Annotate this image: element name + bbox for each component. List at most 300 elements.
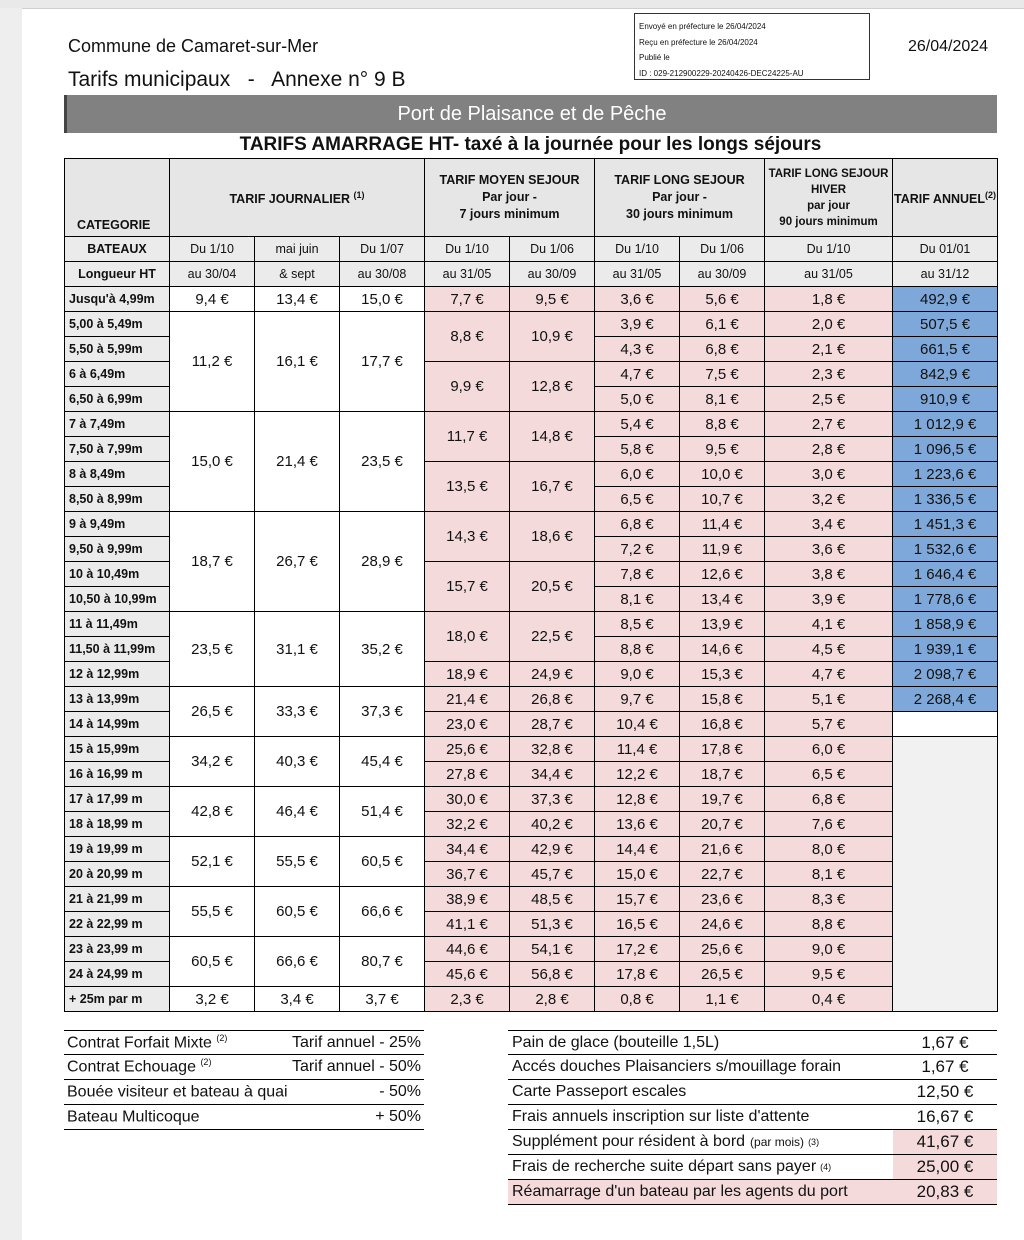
long-stay-cell: 5,4 €	[595, 412, 680, 437]
annual-rate-cell: 1 451,3 €	[893, 512, 998, 537]
length-category: 16 à 16,99 m	[65, 762, 170, 787]
medium-stay-cell: 42,9 €	[510, 837, 595, 862]
medium-stay-header: TARIF MOYEN SEJOUR Par jour - 7 jours minimum	[425, 159, 595, 237]
daily-rate-cell: 28,9 €	[340, 512, 425, 612]
long-stay-cell: 8,1 €	[595, 587, 680, 612]
extra-service-price: 20,83 €	[893, 1180, 997, 1204]
daily-rate-cell: 55,5 €	[170, 887, 255, 937]
table-row	[65, 737, 998, 762]
daily-rate-cell: 26,7 €	[255, 512, 340, 612]
extra-service-label: Frais de recherche suite départ sans payer (4)	[512, 1158, 832, 1175]
length-category: Jusqu'à 4,99m	[65, 287, 170, 312]
commune-name: Commune de Camaret-sur-Mer	[68, 36, 319, 56]
stamp-id: ID : 029-212900229-20240426-DEC24225-AU	[639, 68, 804, 78]
long-stay-cell: 11,4 €	[680, 512, 765, 537]
daily-rate-cell: 3,4 €	[255, 987, 340, 1012]
long-stay-cell: 3,6 €	[595, 287, 680, 312]
long-stay-cell: 6,1 €	[680, 312, 765, 337]
winter-long-stay-cell: 2,1 €	[765, 337, 893, 362]
option-value: Tarif annuel - 25%	[292, 1033, 421, 1051]
extra-service-row	[508, 1155, 997, 1180]
extra-service-row	[508, 1055, 997, 1080]
daily-rate-cell: 15,0 €	[340, 287, 425, 312]
daily-rate-cell: 55,5 €	[255, 837, 340, 887]
winter-long-stay-cell: 8,1 €	[765, 862, 893, 887]
medium-stay-cell: 48,5 €	[510, 887, 595, 912]
long-stay-cell: 10,0 €	[680, 462, 765, 487]
top-divider	[22, 8, 1024, 9]
daily-rate-cell: 33,3 €	[255, 687, 340, 737]
length-category: 6 à 6,49m	[65, 362, 170, 387]
medium-stay-cell: 56,8 €	[510, 962, 595, 987]
option-row	[64, 1105, 424, 1130]
medium-stay-cell: 20,5 €	[510, 562, 595, 612]
daily-rate-cell: 31,1 €	[255, 612, 340, 687]
annual-rate-cell: 910,9 €	[893, 387, 998, 412]
option-row	[64, 1030, 424, 1055]
daily-rate-cell: 23,5 €	[340, 412, 425, 512]
table-row	[65, 612, 998, 637]
long-stay-cell: 9,7 €	[595, 687, 680, 712]
period-start: Du 1/06	[510, 237, 595, 262]
medium-stay-cell: 26,8 €	[510, 687, 595, 712]
option-value: + 50%	[375, 1108, 421, 1125]
long-stay-cell: 9,0 €	[595, 662, 680, 687]
medium-stay-cell: 15,7 €	[425, 562, 510, 612]
period-start: mai juin	[255, 237, 340, 262]
medium-stay-cell: 32,2 €	[425, 812, 510, 837]
long-stay-cell: 7,2 €	[595, 537, 680, 562]
daily-rate-cell: 60,5 €	[255, 887, 340, 937]
length-category: 10,50 à 10,99m	[65, 587, 170, 612]
length-category: 9,50 à 9,99m	[65, 537, 170, 562]
length-category: 20 à 20,99 m	[65, 862, 170, 887]
medium-stay-cell: 21,4 €	[425, 687, 510, 712]
daily-rate-header: TARIF JOURNALIER $^{(1)}$	[170, 159, 425, 237]
period-start: Du 1/10	[765, 237, 893, 262]
long-stay-cell: 4,7 €	[595, 362, 680, 387]
extra-service-row	[508, 1130, 997, 1155]
daily-rate-cell: 23,5 €	[170, 612, 255, 687]
annual-rate-cell: 1 532,6 €	[893, 537, 998, 562]
extra-service-price: 1,67 €	[921, 1032, 969, 1052]
medium-stay-cell: 9,9 €	[425, 362, 510, 412]
top-bar	[0, 0, 1024, 8]
long-stay-cell: 15,0 €	[595, 862, 680, 887]
medium-stay-cell: 2,3 €	[425, 987, 510, 1012]
winter-long-stay-cell: 0,4 €	[765, 987, 893, 1012]
winter-long-stay-cell: 5,1 €	[765, 687, 893, 712]
table-row	[65, 787, 998, 812]
medium-stay-cell: 18,9 €	[425, 662, 510, 687]
medium-stay-cell: 13,5 €	[425, 462, 510, 512]
daily-rate-cell: 34,2 €	[170, 737, 255, 787]
table-row	[65, 687, 998, 712]
table-row	[65, 937, 998, 962]
medium-stay-cell: 18,6 €	[510, 512, 595, 562]
stamp-sent: Envoyé en préfecture le 26/04/2024	[639, 22, 766, 31]
annual-rate-cell: 1 336,5 €	[893, 487, 998, 512]
medium-stay-cell: 45,7 €	[510, 862, 595, 887]
winter-long-stay-cell: 3,4 €	[765, 512, 893, 537]
extra-service-price: 16,67 €	[916, 1107, 974, 1126]
option-label: Contrat Forfait Mixte $^{(2)}$	[67, 1032, 228, 1052]
medium-stay-cell: 11,7 €	[425, 412, 510, 462]
annual-rate-cell: 842,9 €	[893, 362, 998, 387]
daily-rate-cell: 3,7 €	[340, 987, 425, 1012]
winter-long-stay-cell: 4,1 €	[765, 612, 893, 637]
long-stay-cell: 14,6 €	[680, 637, 765, 662]
extra-service-row	[508, 1105, 997, 1130]
medium-stay-cell: 45,6 €	[425, 962, 510, 987]
length-category: 9 à 9,49m	[65, 512, 170, 537]
option-value: - 50%	[379, 1083, 421, 1100]
medium-stay-cell: 9,5 €	[510, 287, 595, 312]
long-stay-cell: 6,5 €	[595, 487, 680, 512]
table-row	[65, 837, 998, 862]
period-end: au 31/05	[765, 262, 893, 287]
winter-long-stay-cell: 8,8 €	[765, 912, 893, 937]
period-end: & sept	[255, 262, 340, 287]
daily-rate-cell: 3,2 €	[170, 987, 255, 1012]
long-stay-cell: 4,3 €	[595, 337, 680, 362]
daily-rate-cell: 40,3 €	[255, 737, 340, 787]
daily-rate-cell: 60,5 €	[170, 937, 255, 987]
annual-rate-cell: 661,5 €	[893, 337, 998, 362]
winter-long-stay-cell: 9,5 €	[765, 962, 893, 987]
extra-service-price: 25,00 €	[893, 1155, 997, 1179]
long-stay-cell: 15,3 €	[680, 662, 765, 687]
daily-rate-cell: 16,1 €	[255, 312, 340, 412]
option-label: Contrat Echouage $^{(2)}$	[67, 1057, 212, 1076]
winter-long-stay-cell: 3,8 €	[765, 562, 893, 587]
medium-stay-cell: 18,0 €	[425, 612, 510, 662]
long-stay-cell: 16,8 €	[680, 712, 765, 737]
extra-service-label: Accés douches Plaisanciers s/mouillage forain	[512, 1058, 842, 1075]
medium-stay-cell: 22,5 €	[510, 612, 595, 662]
winter-long-stay-cell: 8,0 €	[765, 837, 893, 862]
winter-long-stay-cell: 3,0 €	[765, 462, 893, 487]
length-category: 8,50 à 8,99m	[65, 487, 170, 512]
table-row	[65, 987, 998, 1012]
length-category: 15 à 15,99m	[65, 737, 170, 762]
medium-stay-cell: 16,7 €	[510, 462, 595, 512]
medium-stay-cell: 30,0 €	[425, 787, 510, 812]
extra-services	[508, 1030, 997, 1205]
annual-rate-cell: 1 858,9 €	[893, 612, 998, 637]
length-category: 17 à 17,99 m	[65, 787, 170, 812]
long-stay-cell: 8,1 €	[680, 387, 765, 412]
long-stay-cell: 8,5 €	[595, 612, 680, 637]
annual-rate-cell: 1 223,6 €	[893, 462, 998, 487]
daily-rate-cell: 46,4 €	[255, 787, 340, 837]
annual-rate-cell: 492,9 €	[893, 287, 998, 312]
left-margin	[0, 8, 22, 1240]
annual-rate-cell: 1 939,1 €	[893, 637, 998, 662]
table-row	[65, 287, 998, 312]
medium-stay-cell: 8,8 €	[425, 312, 510, 362]
bateaux-label: BATEAUX	[65, 237, 170, 262]
period-start: Du 1/10	[425, 237, 510, 262]
length-category: 21 à 21,99 m	[65, 887, 170, 912]
option-label: Bateau Multicoque	[67, 1108, 200, 1126]
winter-long-stay-cell: 8,3 €	[765, 887, 893, 912]
long-stay-cell: 10,7 €	[680, 487, 765, 512]
long-stay-cell: 7,5 €	[680, 362, 765, 387]
winter-long-stay-cell: 7,6 €	[765, 812, 893, 837]
medium-stay-cell: 34,4 €	[425, 837, 510, 862]
long-stay-cell: 17,8 €	[595, 962, 680, 987]
option-row	[64, 1055, 424, 1080]
long-stay-cell: 23,6 €	[680, 887, 765, 912]
daily-rate-cell: 26,5 €	[170, 687, 255, 737]
extra-service-label: Supplément pour résident à bord (par mois) (3)	[512, 1133, 820, 1150]
length-category: 23 à 23,99 m	[65, 937, 170, 962]
annual-rate-cell: 1 096,5 €	[893, 437, 998, 462]
long-stay-cell: 17,8 €	[680, 737, 765, 762]
length-category: + 25m par m	[65, 987, 170, 1012]
long-stay-cell: 6,0 €	[595, 462, 680, 487]
medium-stay-cell: 34,4 €	[510, 762, 595, 787]
winter-long-stay-cell: 6,8 €	[765, 787, 893, 812]
daily-rate-cell: 13,4 €	[255, 287, 340, 312]
extra-service-price: 41,67 €	[893, 1130, 997, 1154]
medium-stay-cell: 37,3 €	[510, 787, 595, 812]
winter-long-stay-cell: 4,5 €	[765, 637, 893, 662]
winter-long-stay-cell: 4,7 €	[765, 662, 893, 687]
medium-stay-cell: 36,7 €	[425, 862, 510, 887]
extra-service-row	[508, 1180, 997, 1205]
annual-na-cell	[893, 737, 998, 1012]
daily-rate-cell: 42,8 €	[170, 787, 255, 837]
long-stay-cell: 11,4 €	[595, 737, 680, 762]
annual-rate-cell: 2 268,4 €	[893, 687, 998, 712]
winter-long-stay-cell: 2,5 €	[765, 387, 893, 412]
long-stay-cell: 0,8 €	[595, 987, 680, 1012]
daily-rate-cell: 66,6 €	[340, 887, 425, 937]
table-row	[65, 412, 998, 437]
long-stay-cell: 6,8 €	[595, 512, 680, 537]
table-row	[65, 887, 998, 912]
long-stay-cell: 3,9 €	[595, 312, 680, 337]
length-category: 5,50 à 5,99m	[65, 337, 170, 362]
extra-service-label: Réamarrage d'un bateau par les agents du port	[508, 1180, 893, 1204]
section-subtitle: TARIFS AMARRAGE HT- taxé à la journée pour les longs séjours	[239, 134, 822, 155]
daily-rate-cell: 66,6 €	[255, 937, 340, 987]
medium-stay-cell: 12,8 €	[510, 362, 595, 412]
length-category: 10 à 10,49m	[65, 562, 170, 587]
long-stay-cell: 5,6 €	[680, 287, 765, 312]
extra-service-label: Frais annuels inscription sur liste d'attente	[512, 1108, 810, 1125]
medium-stay-cell: 28,7 €	[510, 712, 595, 737]
medium-stay-cell: 24,9 €	[510, 662, 595, 687]
daily-rate-cell: 18,7 €	[170, 512, 255, 612]
winter-long-stay-cell: 6,5 €	[765, 762, 893, 787]
document-title: Tarifs municipaux - Annexe n° 9 B	[68, 68, 406, 91]
extra-service-price: 1,67 €	[921, 1057, 969, 1076]
daily-rate-cell: 60,5 €	[340, 837, 425, 887]
period-start: Du 1/10	[595, 237, 680, 262]
period-end: au 31/12	[893, 262, 998, 287]
extra-service-row	[508, 1080, 997, 1105]
period-start: Du 01/01	[893, 237, 998, 262]
winter-long-stay-cell: 3,6 €	[765, 537, 893, 562]
stamp-received: Reçu en préfecture le 26/04/2024	[639, 37, 758, 47]
daily-rate-cell: 51,4 €	[340, 787, 425, 837]
winter-long-stay-cell: 2,0 €	[765, 312, 893, 337]
long-stay-cell: 10,4 €	[595, 712, 680, 737]
medium-stay-cell: 40,2 €	[510, 812, 595, 837]
long-stay-cell: 22,7 €	[680, 862, 765, 887]
medium-stay-cell: 54,1 €	[510, 937, 595, 962]
annual-rate-header: TARIF ANNUEL$^{(2)}$	[893, 159, 998, 237]
winter-long-stay-cell: 2,8 €	[765, 437, 893, 462]
option-value: Tarif annuel - 50%	[292, 1058, 421, 1075]
long-stay-header: TARIF LONG SEJOUR Par jour - 30 jours minimum	[595, 159, 765, 237]
medium-stay-cell: 41,1 €	[425, 912, 510, 937]
long-stay-cell: 18,7 €	[680, 762, 765, 787]
long-stay-cell: 21,6 €	[680, 837, 765, 862]
daily-rate-cell: 9,4 €	[170, 287, 255, 312]
period-start: Du 1/06	[680, 237, 765, 262]
category-header: CATEGORIE	[65, 159, 170, 237]
medium-stay-cell: 25,6 €	[425, 737, 510, 762]
length-category: 11,50 à 11,99m	[65, 637, 170, 662]
daily-rate-cell: 80,7 €	[340, 937, 425, 987]
length-category: 14 à 14,99m	[65, 712, 170, 737]
daily-rate-cell: 52,1 €	[170, 837, 255, 887]
long-stay-cell: 14,4 €	[595, 837, 680, 862]
daily-rate-cell: 37,3 €	[340, 687, 425, 737]
extra-service-label: Pain de glace (bouteille 1,5L)	[512, 1033, 720, 1051]
medium-stay-cell: 44,6 €	[425, 937, 510, 962]
stamp-published: Publié le	[639, 53, 670, 62]
medium-stay-cell: 10,9 €	[510, 312, 595, 362]
section-banner: Port de Plaisance et de Pêche	[64, 95, 997, 133]
option-label: Bouée visiteur et bateau à quai	[67, 1083, 288, 1101]
period-end: au 30/04	[170, 262, 255, 287]
length-category: 11 à 11,49m	[65, 612, 170, 637]
annual-empty-cell	[893, 712, 998, 737]
long-stay-cell: 26,5 €	[680, 962, 765, 987]
medium-stay-cell: 14,8 €	[510, 412, 595, 462]
length-category: 12 à 12,99m	[65, 662, 170, 687]
long-stay-cell: 6,8 €	[680, 337, 765, 362]
period-start: Du 1/10	[170, 237, 255, 262]
winter-long-stay-cell: 6,0 €	[765, 737, 893, 762]
long-stay-cell: 17,2 €	[595, 937, 680, 962]
document-date: 26/04/2024	[908, 38, 989, 55]
long-stay-cell: 13,9 €	[680, 612, 765, 637]
length-category: 13 à 13,99m	[65, 687, 170, 712]
length-category: 19 à 19,99 m	[65, 837, 170, 862]
winter-long-stay-cell: 3,2 €	[765, 487, 893, 512]
long-stay-cell: 20,7 €	[680, 812, 765, 837]
daily-rate-cell: 15,0 €	[170, 412, 255, 512]
long-stay-cell: 19,7 €	[680, 787, 765, 812]
daily-rate-cell: 11,2 €	[170, 312, 255, 412]
mooring-rates-table	[64, 158, 998, 1012]
prefecture-stamp	[634, 13, 870, 80]
long-stay-cell: 11,9 €	[680, 537, 765, 562]
length-category: 6,50 à 6,99m	[65, 387, 170, 412]
daily-rate-cell: 21,4 €	[255, 412, 340, 512]
long-stay-cell: 8,8 €	[680, 412, 765, 437]
length-label: Longueur HT	[65, 262, 170, 287]
period-end: au 31/05	[595, 262, 680, 287]
length-category: 22 à 22,99 m	[65, 912, 170, 937]
long-stay-cell: 15,7 €	[595, 887, 680, 912]
period-start: Du 1/07	[340, 237, 425, 262]
medium-stay-cell: 7,7 €	[425, 287, 510, 312]
option-row	[64, 1080, 424, 1105]
long-stay-cell: 13,4 €	[680, 587, 765, 612]
long-stay-cell: 16,5 €	[595, 912, 680, 937]
period-end: au 31/05	[425, 262, 510, 287]
long-stay-cell: 24,6 €	[680, 912, 765, 937]
long-stay-cell: 25,6 €	[680, 937, 765, 962]
period-end: au 30/09	[510, 262, 595, 287]
extra-service-row	[508, 1030, 997, 1055]
medium-stay-cell: 27,8 €	[425, 762, 510, 787]
daily-rate-cell: 17,7 €	[340, 312, 425, 412]
period-end: au 30/09	[680, 262, 765, 287]
long-stay-cell: 5,8 €	[595, 437, 680, 462]
length-category: 8 à 8,49m	[65, 462, 170, 487]
long-stay-cell: 1,1 €	[680, 987, 765, 1012]
annual-rate-cell: 1 778,6 €	[893, 587, 998, 612]
table-row	[65, 312, 998, 337]
medium-stay-cell: 38,9 €	[425, 887, 510, 912]
long-stay-cell: 12,2 €	[595, 762, 680, 787]
length-category: 7 à 7,49m	[65, 412, 170, 437]
annual-rate-cell: 1 646,4 €	[893, 562, 998, 587]
medium-stay-cell: 32,8 €	[510, 737, 595, 762]
annual-rate-cell: 507,5 €	[893, 312, 998, 337]
length-category: 18 à 18,99 m	[65, 812, 170, 837]
extra-service-label: Carte Passeport escales	[512, 1083, 687, 1100]
length-category: 5,00 à 5,49m	[65, 312, 170, 337]
long-stay-cell: 9,5 €	[680, 437, 765, 462]
winter-long-stay-cell: 9,0 €	[765, 937, 893, 962]
winter-long-stay-cell: 2,3 €	[765, 362, 893, 387]
long-stay-cell: 8,8 €	[595, 637, 680, 662]
long-stay-cell: 12,6 €	[680, 562, 765, 587]
winter-long-stay-cell: 3,9 €	[765, 587, 893, 612]
daily-rate-cell: 35,2 €	[340, 612, 425, 687]
medium-stay-cell: 2,8 €	[510, 987, 595, 1012]
winter-long-stay-header: TARIF LONG SEJOUR HIVER par jour 90 jours minimum	[765, 159, 893, 237]
medium-stay-cell: 51,3 €	[510, 912, 595, 937]
long-stay-cell: 5,0 €	[595, 387, 680, 412]
contract-options	[64, 1030, 424, 1130]
winter-long-stay-cell: 5,7 €	[765, 712, 893, 737]
annual-rate-cell: 1 012,9 €	[893, 412, 998, 437]
medium-stay-cell: 23,0 €	[425, 712, 510, 737]
long-stay-cell: 15,8 €	[680, 687, 765, 712]
long-stay-cell: 7,8 €	[595, 562, 680, 587]
table-row	[65, 512, 998, 537]
period-end: au 30/08	[340, 262, 425, 287]
long-stay-cell: 12,8 €	[595, 787, 680, 812]
daily-rate-cell: 45,4 €	[340, 737, 425, 787]
annual-rate-cell: 2 098,7 €	[893, 662, 998, 687]
winter-long-stay-cell: 1,8 €	[765, 287, 893, 312]
length-category: 7,50 à 7,99m	[65, 437, 170, 462]
medium-stay-cell: 14,3 €	[425, 512, 510, 562]
long-stay-cell: 13,6 €	[595, 812, 680, 837]
extra-service-price: 12,50 €	[916, 1082, 974, 1101]
